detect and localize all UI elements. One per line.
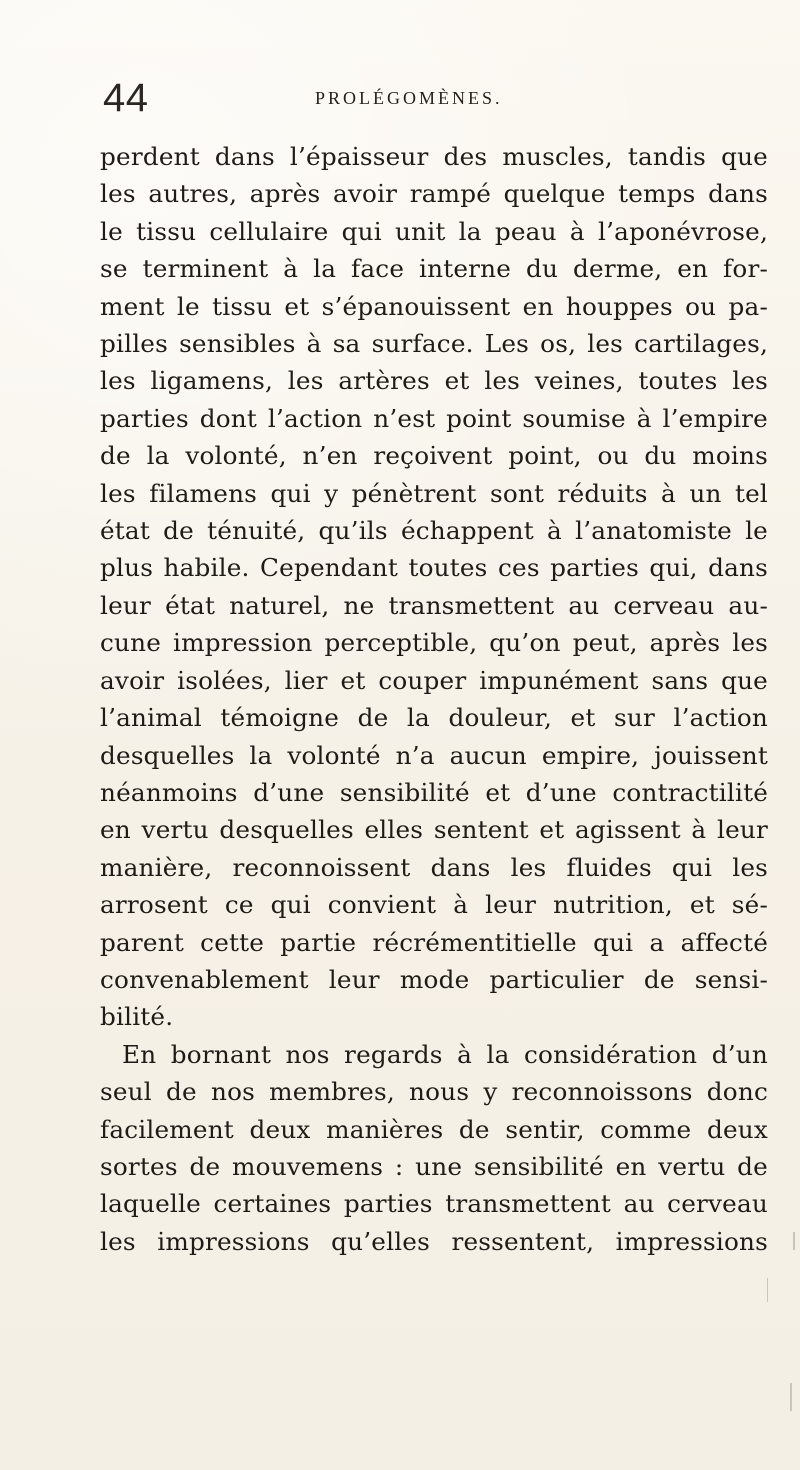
running-head: PROLÉGOMÈNES. bbox=[315, 88, 503, 108]
text-line: sortes de mouvemens : une sensibilité en vertu de bbox=[100, 1151, 768, 1181]
text-line: l’animal témoigne de la douleur, et sur l’action bbox=[100, 703, 768, 733]
text-line: parties dont l’action n’est point soumise à l’empire bbox=[100, 403, 768, 433]
page-header bbox=[103, 78, 692, 126]
text-line: les impressions qu’elles ressentent, impressions bbox=[100, 1226, 768, 1256]
text-line: facilement deux manières de sentir, comme deux bbox=[100, 1114, 768, 1144]
text-line: néanmoins d’une sensibilité et d’une contractilité bbox=[100, 777, 768, 807]
page-number: 44 bbox=[103, 76, 149, 120]
text-line: arrosent ce qui convient à leur nutrition, et sé- bbox=[100, 890, 768, 920]
text-line: laquelle certaines parties transmettent au cerveau bbox=[100, 1189, 768, 1219]
text-line: le tissu cellulaire qui unit la peau à l’aponévrose, bbox=[100, 216, 768, 246]
text-line: les filamens qui y pénètrent sont réduits à un tel bbox=[100, 478, 768, 508]
text-line: manière, reconnoissent dans les fluides qui les bbox=[100, 852, 768, 882]
text-line: état de ténuité, qu’ils échappent à l’anatomiste le bbox=[100, 516, 768, 546]
body-text bbox=[100, 138, 768, 1260]
text-line: desquelles la volonté n’a aucun empire, jouissent bbox=[100, 740, 768, 770]
text-line: se terminent à la face interne du derme, en for- bbox=[100, 254, 768, 284]
text-line: seul de nos membres, nous y reconnoissons donc bbox=[100, 1077, 768, 1107]
text-line: pilles sensibles à sa surface. Les os, les cartilages, bbox=[100, 329, 768, 359]
text-line: leur état naturel, ne transmettent au cerveau au- bbox=[100, 590, 768, 620]
text-line: en vertu desquelles elles sentent et agissent à leur bbox=[100, 815, 768, 845]
text-line: parent cette partie récrémentitielle qui a affecté bbox=[100, 927, 768, 957]
text-line: avoir isolées, lier et couper impunément sans que bbox=[100, 665, 768, 695]
text-line: cune impression perceptible, qu’on peut, après les bbox=[100, 628, 768, 658]
margin-mark bbox=[767, 1278, 768, 1302]
text-line: de la volonté, n’en reçoivent point, ou du moins bbox=[100, 441, 768, 471]
paragraph-start-line: En bornant nos regards à la considération d’un bbox=[122, 1039, 768, 1069]
text-line: les autres, après avoir rampé quelque temps dans bbox=[100, 179, 768, 209]
text-line: convenablement leur mode particulier de sensi- bbox=[100, 964, 768, 994]
margin-mark bbox=[793, 1232, 795, 1250]
margin-mark bbox=[790, 1383, 792, 1411]
text-line: bilité. bbox=[100, 1002, 174, 1032]
text-line: plus habile. Cependant toutes ces parties qui, dans bbox=[100, 553, 768, 583]
text-line: les ligamens, les artères et les veines, toutes les bbox=[100, 366, 768, 396]
text-line: perdent dans l’épaisseur des muscles, tandis que bbox=[100, 142, 768, 171]
text-line: ment le tissu et s’épanouissent en houppes ou pa- bbox=[100, 291, 768, 321]
